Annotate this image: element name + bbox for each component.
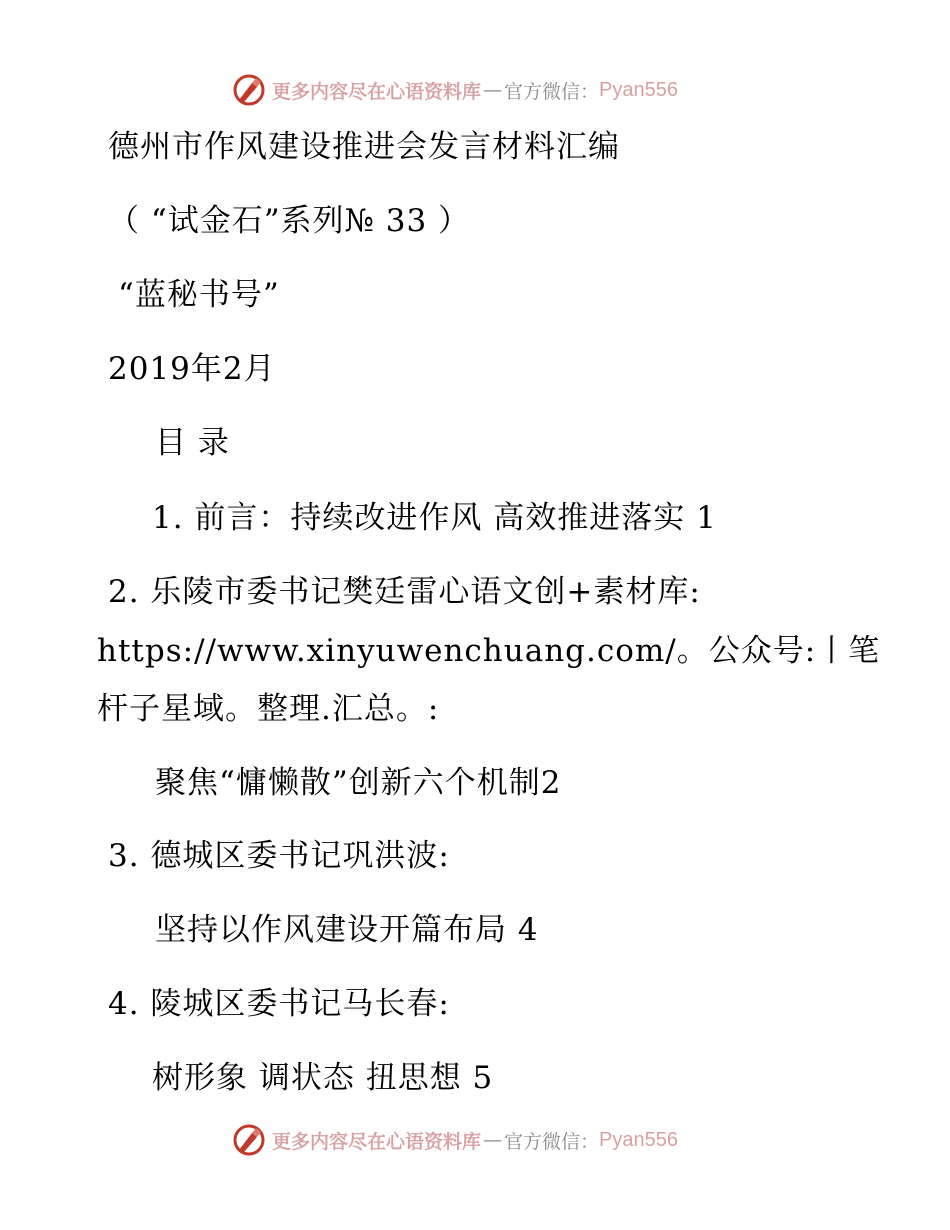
toc-item-2-line-4: 聚焦“慵懒散”创新六个机制2 [155, 765, 562, 801]
document-title: 德州市作风建设推进会发言材料汇编 [108, 129, 620, 165]
toc-item-3-line-1: 3. 德城区委书记巩洪波: [108, 838, 450, 874]
document-publisher: “蓝秘书号” [118, 277, 280, 313]
watermark-separator: — [483, 79, 503, 101]
watermark-text: 更多内容尽在心语资料库 [272, 1130, 482, 1153]
watermark-wechat-id: Pyan556 [599, 1128, 678, 1151]
toc-item-3-line-2: 坚持以作风建设开篇布局 4 [155, 912, 539, 948]
toc-item-1: 1. 前言：持续改进作风 高效推进落实 1 [152, 500, 717, 536]
document-date: 2019年2月 [108, 351, 276, 387]
toc-item-2-line-2: https://www.xinyuwenchuang.com/。公众号:丨笔 [97, 633, 881, 669]
toc-item-2-line-1: 2. 乐陵市委书记樊廷雷心语文创+素材库: [108, 574, 701, 610]
watermark-wechat-label: 官方微信： [504, 1130, 600, 1153]
watermark-wechat-label: 官方微信： [504, 80, 600, 103]
toc-item-4-line-2: 树形象 调状态 扭思想 5 [152, 1060, 494, 1096]
toc-item-4-line-1: 4. 陵城区委书记马长春: [108, 986, 450, 1022]
watermark-text: 更多内容尽在心语资料库 [272, 80, 482, 103]
watermark-separator: — [483, 1129, 503, 1151]
document-series: （ “试金石”系列№ 33 ） [108, 203, 471, 239]
watermark-footer [232, 1120, 678, 1160]
watermark-wechat-id: Pyan556 [599, 78, 678, 101]
toc-item-2-line-3: 杆子星域。整理.汇总。: [97, 691, 440, 727]
toc-heading: 目 录 [155, 425, 230, 461]
watermark-header [232, 70, 678, 110]
pen-logo-icon [232, 73, 266, 107]
pen-logo-icon [232, 1123, 266, 1157]
